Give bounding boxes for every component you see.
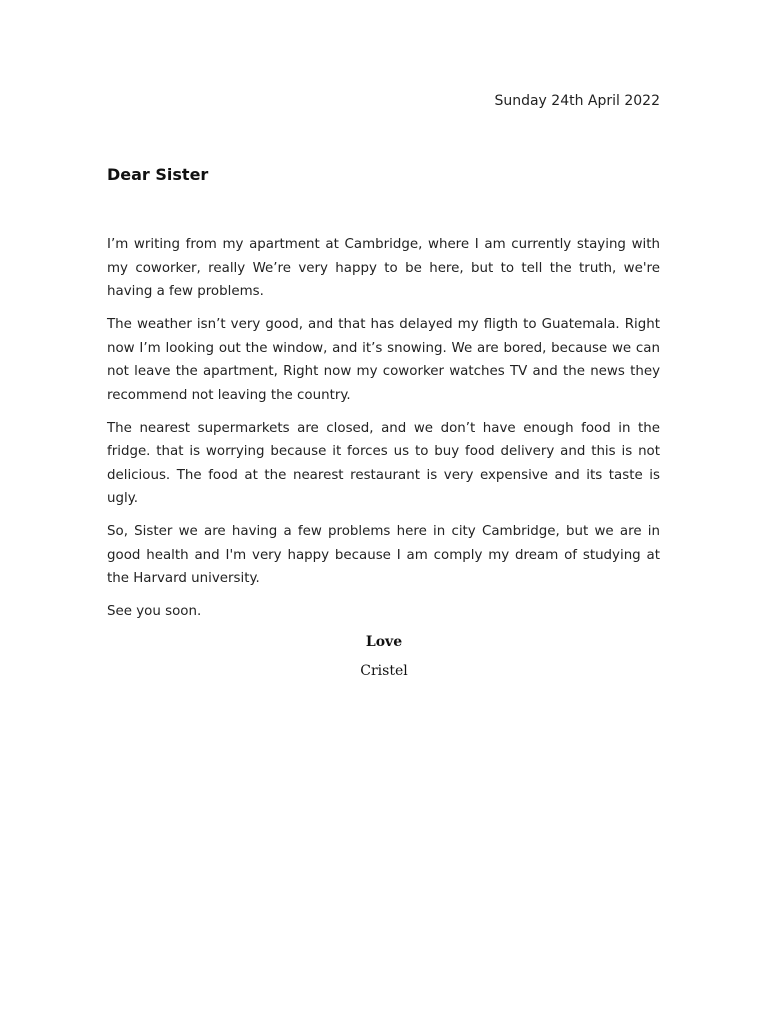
letter-greeting: Dear Sister: [107, 165, 209, 184]
letter-body: [107, 233, 660, 633]
letter-date: Sunday 24th April 2022: [494, 93, 660, 109]
letter-paragraph-4: So, Sister we are having a few problems here in city Cambridge, but we are in good health and I'm very happy because I am comply my dream of studying at the Harvard university.: [107, 524, 660, 586]
letter-paragraph-3: The nearest supermarkets are closed, and we don’t have enough food in the fridge. that is worrying because it forces us to buy food delivery and this is not delicious. The food at the nearest restaurant is very expensive and its taste is ugly.: [107, 420, 660, 506]
letter-paragraph-2: The weather isn’t very good, and that has delayed my fligth to Guatemala. Right now I’m looking out the window, and it’s snowing. We are bored, because we can not leave the apartment, Right now my coworker watches TV and the news they recommend not leaving the country.: [107, 317, 660, 403]
letter-closing: See you soon.: [107, 604, 202, 619]
letter-signature: Cristel: [360, 663, 408, 679]
letter-sign-off: Love: [365, 634, 403, 650]
letter-paragraph-1: I’m writing from my apartment at Cambridge, where I am currently staying with my coworker, really We’re very happy to be here, but to tell the truth, we're having a few problems.: [107, 237, 660, 299]
